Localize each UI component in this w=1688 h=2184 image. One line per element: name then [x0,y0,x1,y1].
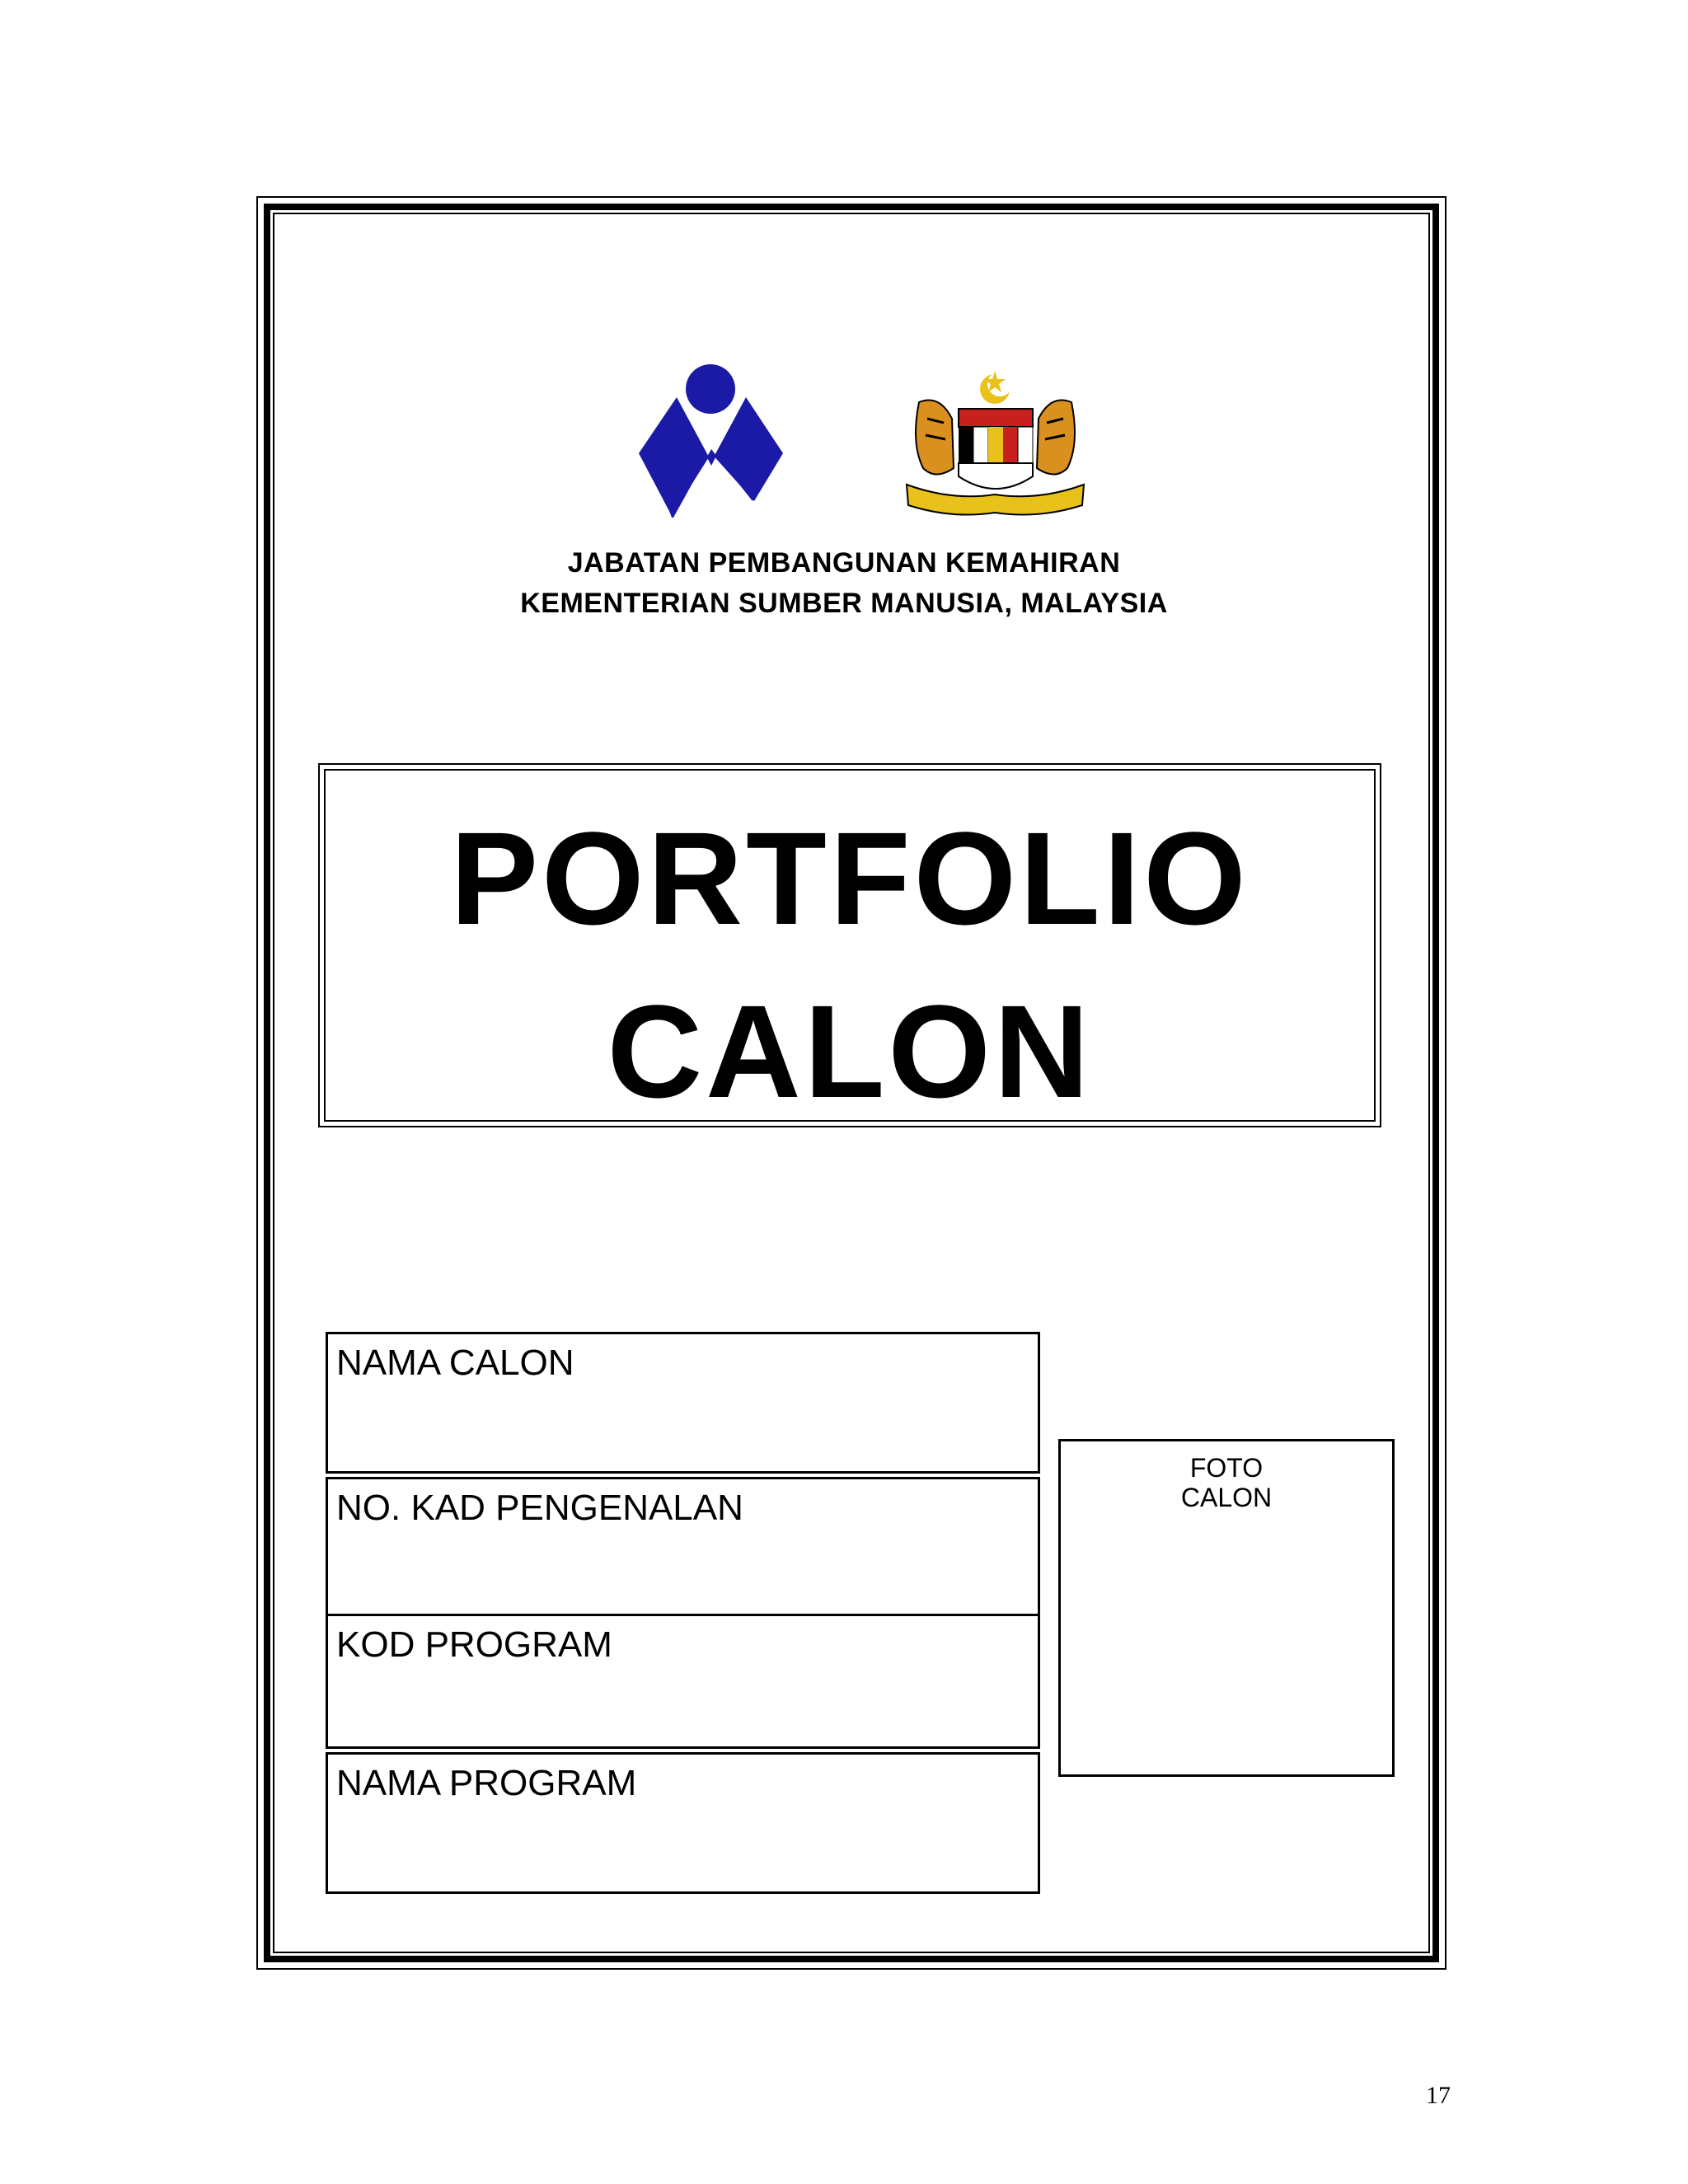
candidate-name-field[interactable] [326,1332,1040,1474]
coat-of-arms-logo [903,369,1088,522]
ministry-name: KEMENTERIAN SUMBER MANUSIA, MALAYSIA [520,588,1168,619]
field-label: NO. KAD PENGENALAN [336,1488,743,1528]
title-line-2: CALON [607,977,1093,1125]
field-label: NAMA CALON [336,1343,574,1383]
photo-label-line-1: FOTO [1189,1453,1264,1483]
organization-name: JABATAN PEMBANGUNAN KEMAHIRAN [567,547,1121,579]
program-name-field[interactable] [326,1752,1040,1894]
photo-label-line-2: CALON [1180,1483,1273,1512]
field-label: NAMA PROGRAM [336,1763,637,1803]
program-code-field[interactable] [326,1614,1040,1749]
page-number: 17 [1426,2082,1451,2109]
jpk-logo [639,363,783,519]
title-line-1: PORTFOLIO [450,804,1250,952]
ic-number-field[interactable] [326,1477,1040,1617]
field-label: KOD PROGRAM [336,1624,612,1665]
candidate-photo-box[interactable] [1058,1439,1395,1777]
